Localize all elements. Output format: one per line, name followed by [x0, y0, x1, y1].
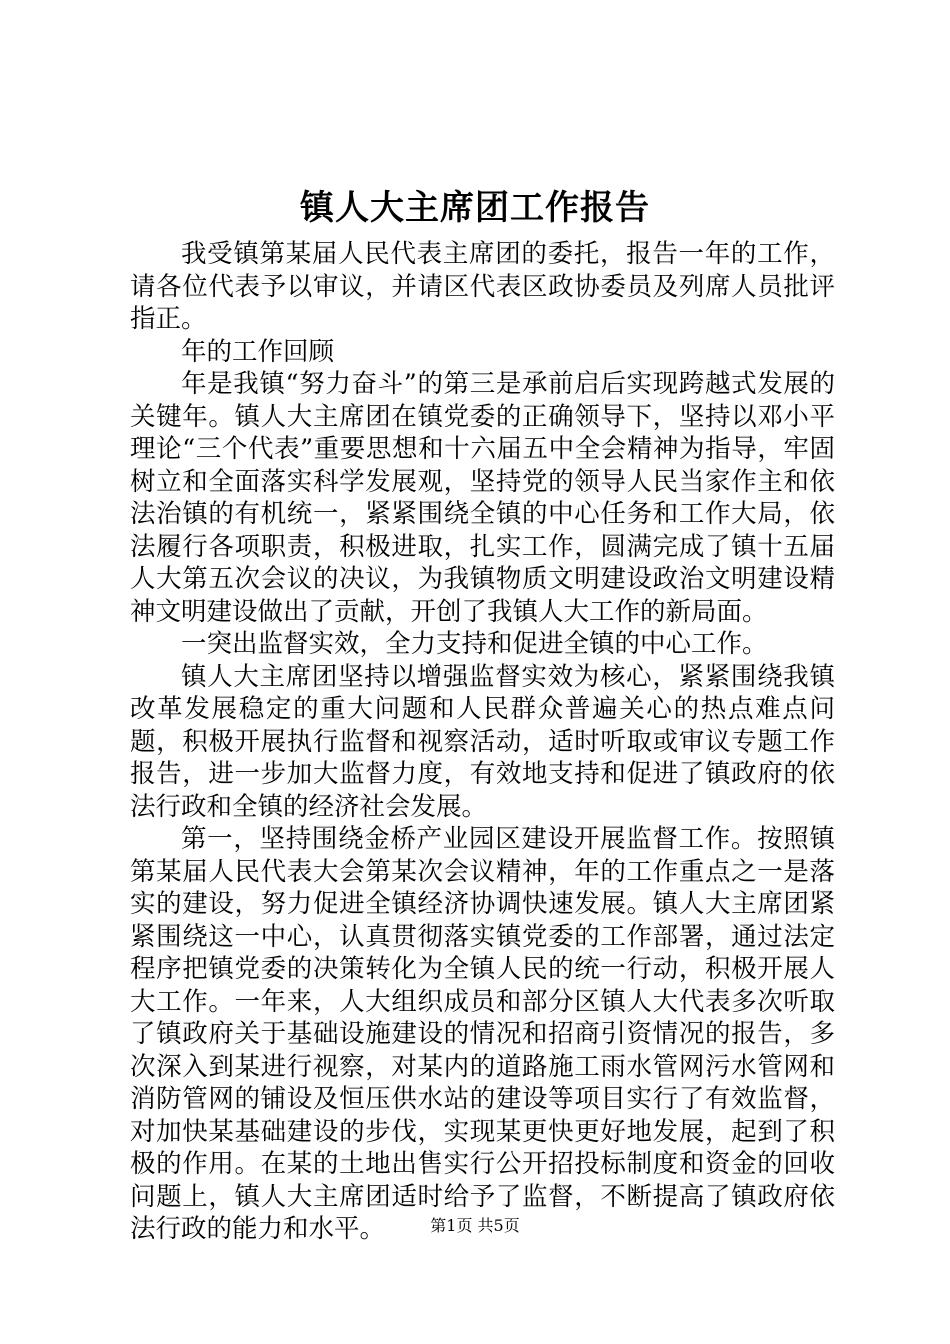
document-title: 镇人大主席团工作报告 [300, 188, 650, 228]
paragraph-intro: 我受镇第某届人民代表主席团的委托，报告一年的工作，请各位代表予以审议，并请区代表区政协委员及列席人员批评指正。 [130, 239, 835, 334]
paragraph-overview: 年是我镇“努力奋斗”的第三是承前启后实现跨越式发展的关键年。镇人大主席团在镇党委的正确领导下，坚持以邓小平理论“三个代表”重要思想和十六届五中全会精神为指导，牢固树立和全面落实科学发展观，坚持党的领导人民当家作主和依法治镇的有机统一，紧紧围绕全镇的中心任务和工作大局，依法履行各项职责，积极进取，扎实工作，圆满完成了镇十五届人大第五次会议的决议，为我镇物质文明建设政治文明建设精神文明建设做出了贡献，开创了我镇人大工作的新局面。 [130, 369, 835, 627]
paragraph-supervision: 镇人大主席团坚持以增强监督实效为核心，紧紧围绕我镇改革发展稳定的重大问题和人民群众普遍关心的热点难点问题，积极开展执行监督和视察活动，适时听取或审议专题工作报告，进一步加大监督力度，有效地支持和促进了镇政府的依法行政和全镇的经济社会发展。 [130, 661, 835, 822]
section-heading-supervision: 一突出监督实效，全力支持和促进全镇的中心工作。 [181, 629, 768, 659]
page-footer: 第1页 共5页 [430, 1216, 520, 1235]
paragraph-first-point: 第一，坚持围绕金桥产业园区建设开展监督工作。按照镇第某届人民代表大会第某次会议精神，年的工作重点之一是落实的建设，努力促进全镇经济协调快速发展。镇人大主席团紧紧围绕这一中心，认真贯彻落实镇党委的工作部署，通过法定程序把镇党委的决策转化为全镇人民的统一行动，积极开展人大工作。一年来，人大组织成员和部分区镇人大代表多次听取了镇政府关于基础设施建设的情况和招商引资情况的报告，多次深入到某进行视察，对某内的道路施工雨水管网污水管网和消防管网的铺设及恒压供水站的建设等项目实行了有效监督，对加快某基础建设的步伐，实现某更快更好地发展，起到了积极的作用。在某的土地出售实行公开招投标制度和资金的回收问题上，镇人大主席团适时给予了监督，不断提高了镇政府依法行政的能力和水平。 [130, 824, 835, 1244]
document-body [130, 238, 835, 1246]
section-heading-review: 年的工作回顾 [181, 336, 335, 367]
